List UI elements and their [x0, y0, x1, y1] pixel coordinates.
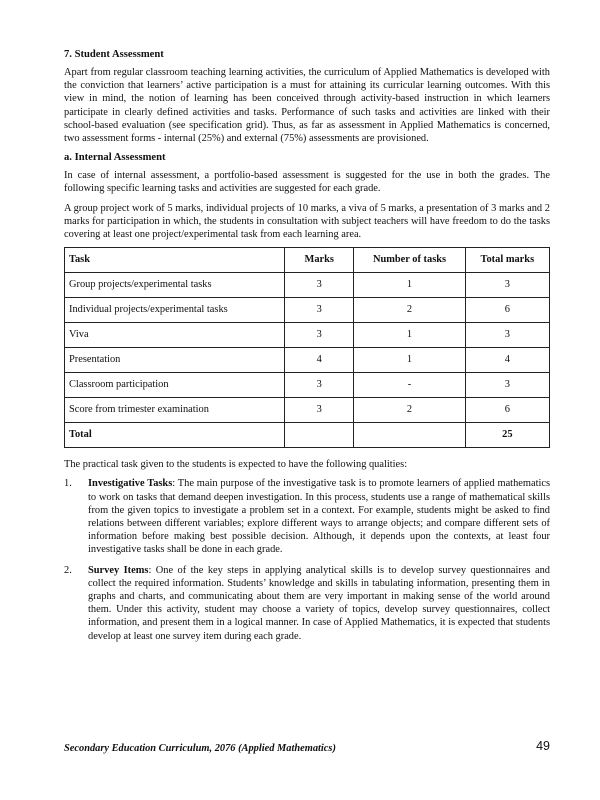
cell-task: Viva [65, 323, 285, 348]
qualities-intro: The practical task given to the students is expected to have the following qualities: [64, 459, 408, 471]
header-marks: Marks [285, 248, 354, 273]
list-item-text: : The main purpose of the investigative task is to promote learners of applied mathematics to work on tasks that demand deepen investigation. In this process, students use a range of mathematical skills from the given topics to investigate a problem set in a context. For example, students might be asked to find relations between different variables; explore different ways to arrange objects; and compare different sets of information before making best possible decision. Although, it depends upon the contexts, at least four investigative tasks shall be done in each grade. [88, 478, 550, 556]
cell-total: 3 [465, 373, 549, 398]
cell-task: Group projects/experimental tasks [65, 273, 285, 298]
table-header-row [65, 248, 550, 273]
qualities-list [64, 477, 550, 642]
total-number-cell [354, 423, 465, 448]
cell-total: 3 [465, 323, 549, 348]
table-total-row [65, 423, 550, 448]
page-content [64, 48, 550, 650]
cell-number: 1 [354, 323, 465, 348]
table-row [65, 348, 550, 373]
list-item-title: Survey Items [88, 564, 149, 576]
header-number-of-tasks: Number of tasks [354, 248, 465, 273]
total-marks-cell [285, 423, 354, 448]
cell-marks: 3 [285, 373, 354, 398]
cell-task: Classroom participation [65, 373, 285, 398]
table-row [65, 323, 550, 348]
cell-number: 2 [354, 298, 465, 323]
internal-assessment-heading: a. Internal Assessment [64, 152, 166, 164]
list-item [64, 477, 550, 556]
section-heading: 7. Student Assessment [64, 49, 164, 60]
cell-task: Presentation [65, 348, 285, 373]
list-item-title: Investigative Tasks [88, 478, 173, 490]
page-footer [64, 740, 550, 756]
list-item-number: 2. [64, 564, 72, 576]
cell-total: 4 [465, 348, 549, 373]
cell-marks: 3 [285, 323, 354, 348]
table-row [65, 273, 550, 298]
intro-paragraph: Apart from regular classroom teaching learning activities, the curriculum of Applied Mathematics is developed with the conviction that learners’ active participation is a must for attaining its curricular learning outcomes. With this view in mind, the notion of learning has been conceived through activity-based instruction in which learners participate in clearly defined activities and tasks. Performance of such tasks and activities are linked with their school-based evaluation (see specification grid). Thus, as far as assessment in Applied Mathematics is concerned, two assessment forms - internal (25%) and external (75%) assessments are provisioned. [64, 67, 550, 145]
cell-marks: 3 [285, 298, 354, 323]
internal-paragraph-1: In case of internal assessment, a portfolio-based assessment is suggested for the use in both the grades. The following specific learning tasks and activities are suggested for each grade. [64, 170, 550, 195]
cell-number: 1 [354, 273, 465, 298]
header-task: Task [65, 248, 285, 273]
table-row [65, 298, 550, 323]
total-value: 25 [465, 423, 549, 448]
table-row [65, 373, 550, 398]
cell-total: 6 [465, 398, 549, 423]
cell-number: 1 [354, 348, 465, 373]
table-row [65, 398, 550, 423]
cell-total: 3 [465, 273, 549, 298]
cell-total: 6 [465, 298, 549, 323]
cell-number: 2 [354, 398, 465, 423]
header-total-marks: Total marks [465, 248, 549, 273]
cell-task: Individual projects/experimental tasks [65, 298, 285, 323]
internal-paragraph-2: A group project work of 5 marks, individual projects of 10 marks, a viva of 5 marks, a presentation of 3 marks and 2 marks for participation in which, the students in consultation with subject teachers will have freedom to do the tasks covering at least one project/experimental task from each learning area. [64, 202, 550, 241]
total-label: Total [65, 423, 285, 448]
list-item [64, 564, 550, 643]
cell-marks: 3 [285, 398, 354, 423]
cell-marks: 3 [285, 273, 354, 298]
list-item-number: 1. [64, 478, 72, 490]
assessment-table [64, 247, 550, 448]
list-item-text: : One of the key steps in applying analytical skills is to develop survey questionnaires and collect the required information. Students’ knowledge and skills in tabulating information, presenting them in graphs and charts, and communicating about them are very important in making sense of the world around them. Under this activity, student may choose a variety of topics, develop survey questionnaires, collect information, and present them in a logical manner. In case of Applied Mathematics, it is expected that students develop at least one survey item during each grade. [88, 564, 550, 642]
cell-number: - [354, 373, 465, 398]
cell-task: Score from trimester examination [65, 398, 285, 423]
footer-text: Secondary Education Curriculum, 2076 (Applied Mathematics) [64, 743, 336, 754]
cell-marks: 4 [285, 348, 354, 373]
page-number: 49 [536, 739, 550, 753]
